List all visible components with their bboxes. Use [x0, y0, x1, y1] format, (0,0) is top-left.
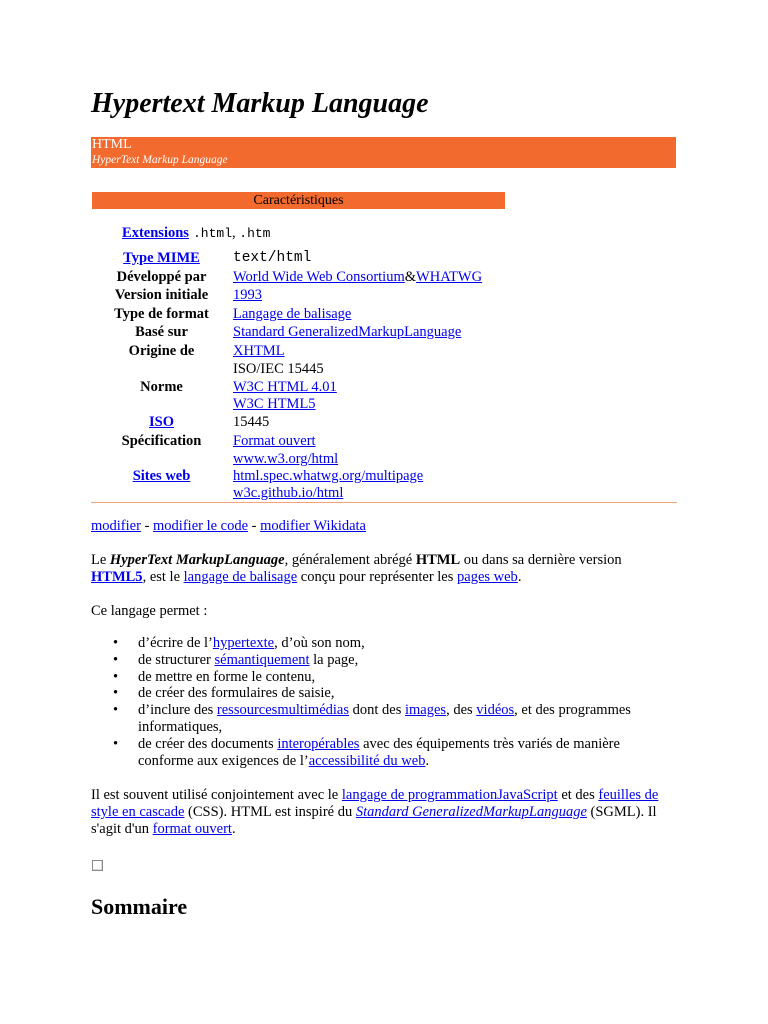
list-item — [91, 635, 677, 652]
iso-value: 15445 — [233, 414, 270, 430]
list-item-text: , d’où son nom, — [274, 635, 365, 651]
infobox-header-name: HTML — [92, 137, 132, 152]
list-item-text: de structurer — [138, 651, 215, 668]
spec-link[interactable]: Format ouvert — [233, 433, 316, 449]
list-item-text: dont des — [349, 702, 405, 719]
version-label: Version initiale — [114, 287, 209, 303]
intro-text-6: . — [517, 568, 522, 585]
list-item-text: de créer des formulaires de saisie, — [138, 685, 335, 702]
developer-amp: & — [404, 269, 417, 285]
list-item-text: , et des programmes informatiques, — [138, 702, 631, 735]
list-item-text: la page, — [309, 651, 359, 668]
format-label: Type de format — [114, 306, 209, 322]
page-title: Hypertext Markup Language — [91, 88, 429, 119]
base-link[interactable]: Standard GeneralizedMarkupLanguage — [233, 324, 462, 340]
format-link[interactable]: Langage de balisage — [233, 306, 352, 322]
list-item-text: d’inclure des — [138, 702, 217, 719]
w3c-link[interactable]: World Wide Web Consortium — [233, 269, 405, 285]
extension-html: .html — [193, 226, 233, 241]
base-label: Basé sur — [135, 324, 188, 340]
interoperables-link[interactable]: interopérables — [277, 735, 360, 752]
list-item-text: de créer des documents — [138, 735, 278, 752]
spec-label: Spécification — [121, 433, 202, 449]
norme-label: Norme — [140, 379, 183, 395]
norme-link-html5[interactable]: W3C HTML5 — [233, 396, 316, 412]
bullet-icon: • — [113, 702, 119, 719]
whatwg-link[interactable]: WHATWG — [416, 269, 483, 285]
site-link-github[interactable]: w3c.github.io/html — [233, 485, 344, 501]
javascript-link[interactable]: langage de programmationJavaScript — [341, 787, 558, 803]
intro-text-4: , est le — [142, 568, 184, 585]
norme-value-iso: ISO/IEC 15445 — [233, 361, 324, 377]
html5-link[interactable]: HTML5 — [91, 568, 143, 585]
intro-term: HyperText MarkupLanguage — [109, 552, 285, 568]
origine-label: Origine de — [128, 343, 195, 359]
semantiquement-link[interactable]: sémantiquement — [214, 651, 310, 668]
mime-type-value: text/html — [233, 250, 312, 266]
infobox-divider — [91, 502, 677, 503]
modifier-code-link[interactable]: modifier le code — [153, 518, 249, 534]
sites-web-link[interactable]: Sites web — [132, 468, 191, 484]
extensions-value — [193, 225, 270, 242]
intro-paragraph — [91, 552, 677, 586]
site-link-w3[interactable]: www.w3.org/html — [233, 451, 339, 467]
outro-paragraph — [91, 787, 677, 837]
mime-type-link[interactable]: Type MIME — [123, 250, 200, 266]
bullet-icon: • — [113, 735, 119, 752]
toc-toggle-checkbox[interactable] — [92, 860, 103, 871]
outro-text: (CSS). HTML est inspiré du — [184, 803, 356, 820]
extensions-separator: , — [232, 225, 240, 241]
format-ouvert-link[interactable]: format ouvert — [152, 820, 232, 837]
langage-balisage-link[interactable]: langage de balisage — [183, 568, 298, 585]
edit-links — [91, 518, 366, 535]
hypertexte-link[interactable]: hypertexte — [212, 635, 275, 651]
list-item — [91, 652, 677, 669]
bullet-icon: • — [113, 651, 119, 668]
norme-link-html401[interactable]: W3C HTML 4.01 — [233, 379, 337, 395]
capabilities-list — [91, 635, 677, 769]
site-link-whatwg[interactable]: html.spec.whatwg.org/multipage — [233, 468, 424, 484]
outro-text: Il est souvent utilisé conjointement avec le — [91, 787, 342, 803]
version-link[interactable]: 1993 — [233, 287, 262, 303]
list-item-text: de mettre en forme le contenu, — [138, 668, 316, 685]
infobox-header — [91, 137, 676, 168]
list-item-text: . — [425, 752, 430, 769]
origine-link[interactable]: XHTML — [233, 343, 285, 359]
developer-label: Développé par — [116, 269, 207, 285]
infobox-header-fullname: HyperText Markup Language — [92, 154, 228, 166]
iso-link[interactable]: ISO — [149, 414, 174, 430]
modifier-wikidata-link[interactable]: modifier Wikidata — [260, 518, 366, 534]
infobox-section-heading: Caractéristiques — [92, 192, 505, 209]
list-item — [91, 669, 677, 686]
permet-paragraph: Ce langage permet : — [91, 603, 208, 619]
list-item-text: d’écrire de l’ — [138, 635, 213, 651]
ressources-multimedias-link[interactable]: ressourcesmultimédias — [216, 702, 350, 719]
bullet-icon: • — [113, 668, 119, 685]
outro-text: . — [231, 820, 236, 837]
intro-text-2: , généralement abrégé — [284, 552, 416, 568]
list-item — [91, 702, 677, 736]
edit-sep-1: - — [140, 518, 154, 534]
bullet-icon: • — [113, 685, 119, 702]
list-item-text: avec des équipements très variés de manière conforme aux exigences de l’ — [138, 735, 620, 769]
list-item — [91, 685, 677, 702]
sgml-link[interactable]: Standard GeneralizedMarkupLanguage — [355, 803, 587, 820]
intro-html: HTML — [415, 552, 461, 568]
intro-text-1: Le — [91, 552, 110, 568]
videos-link[interactable]: vidéos — [476, 702, 515, 719]
bullet-icon: • — [113, 635, 119, 651]
list-item-text: , des — [446, 702, 477, 719]
pages-web-link[interactable]: pages web — [457, 568, 518, 585]
extensions-link[interactable]: Extensions — [122, 225, 189, 241]
list-item — [91, 736, 677, 770]
intro-text-5: conçu pour représenter les — [297, 568, 458, 585]
intro-text-3: ou dans sa dernière version — [460, 552, 622, 568]
css-link[interactable]: feuilles de style en cascade — [91, 787, 659, 820]
edit-sep-2: - — [248, 518, 261, 534]
outro-text: (SGML). Il s'agit d'un — [91, 803, 657, 837]
modifier-link[interactable]: modifier — [91, 518, 141, 534]
sommaire-heading: Sommaire — [91, 894, 188, 919]
images-link[interactable]: images — [405, 702, 447, 719]
outro-text: et des — [557, 787, 599, 803]
accessibilite-link[interactable]: accessibilité du web — [308, 752, 426, 769]
developer-value — [233, 269, 482, 286]
extension-htm: .htm — [239, 226, 271, 241]
